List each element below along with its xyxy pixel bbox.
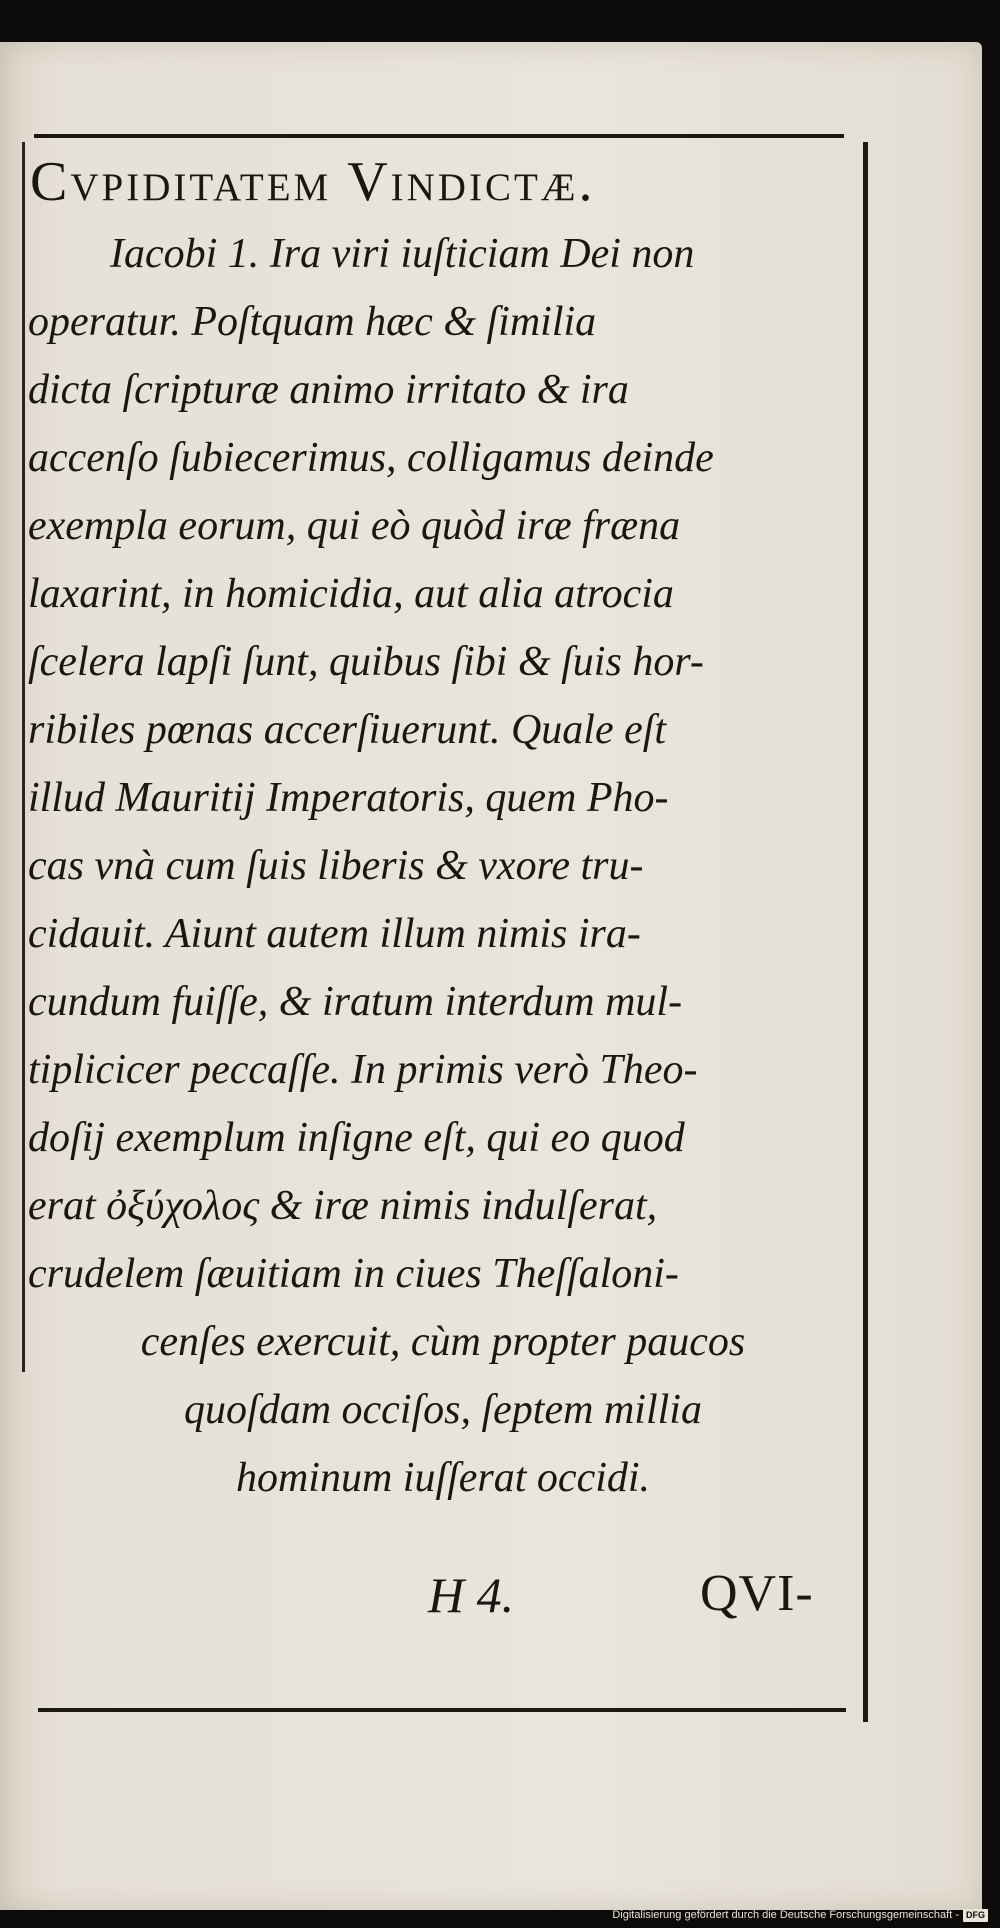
text-line: crudelem ſæuitiam in ciues Theſſaloni- xyxy=(28,1251,679,1297)
page-heading: Cvpiditatem Vindictæ. xyxy=(30,151,596,213)
text-line: cenſes exercuit, cùm propter paucos xyxy=(140,1319,746,1365)
text-line: exempla eorum, qui eò quòd iræ fræna xyxy=(28,503,681,549)
text-line: Iacobi 1. Ira viri iuſticiam Dei non xyxy=(110,231,695,277)
signature-mark: H 4. xyxy=(428,1567,515,1623)
text-line: cidauit. Aiunt autem illum nimis ira- xyxy=(28,911,641,957)
text-line: cundum fuiſſe, & iratum interdum mul- xyxy=(28,979,683,1025)
text-line: ribiles pœnas accerſiuerunt. Quale eſt xyxy=(28,707,667,753)
credit-text: Digitalisierung gefördert durch die Deutsche Forschungsgemeinschaft - xyxy=(612,1909,959,1921)
text-line: operatur. Poſtquam hæc & ſimilia xyxy=(28,299,597,345)
text-line: hominum iuſſerat occidi. xyxy=(235,1455,651,1501)
top-rule xyxy=(34,134,844,138)
text-line: doſij exemplum inſigne eſt, qui eo quod xyxy=(28,1115,685,1161)
text-line: cas vnà cum ſuis liberis & vxore tru- xyxy=(28,843,644,889)
text-line: illud Mauritij Imperatoris, quem Pho- xyxy=(28,775,669,821)
bottom-rule xyxy=(38,1708,846,1712)
digitization-credit xyxy=(612,1904,988,1926)
catchword: QVI- xyxy=(700,1565,814,1622)
text-line: erat ὀξύχολος & iræ nimis indulſerat, xyxy=(28,1183,658,1229)
right-frame-line xyxy=(863,142,868,1722)
text-line: laxarint, in homicidia, aut alia atrocia xyxy=(28,571,674,617)
dfg-logo: DFG xyxy=(963,1909,988,1922)
text-line: tiplicicer peccaſſe. In primis verò Theo- xyxy=(28,1047,698,1093)
text-line: quoſdam occiſos, ſeptem millia xyxy=(184,1387,702,1433)
body-text xyxy=(28,220,858,1512)
book-page xyxy=(0,42,982,1910)
text-line: accenſo ſubiecerimus, colligamus deinde xyxy=(28,435,714,481)
left-frame-line xyxy=(22,142,25,1372)
text-line: dicta ſcripturæ animo irritato & ira xyxy=(28,367,629,413)
text-line: ſcelera lapſi ſunt, quibus ſibi & ſuis hor- xyxy=(28,639,704,685)
